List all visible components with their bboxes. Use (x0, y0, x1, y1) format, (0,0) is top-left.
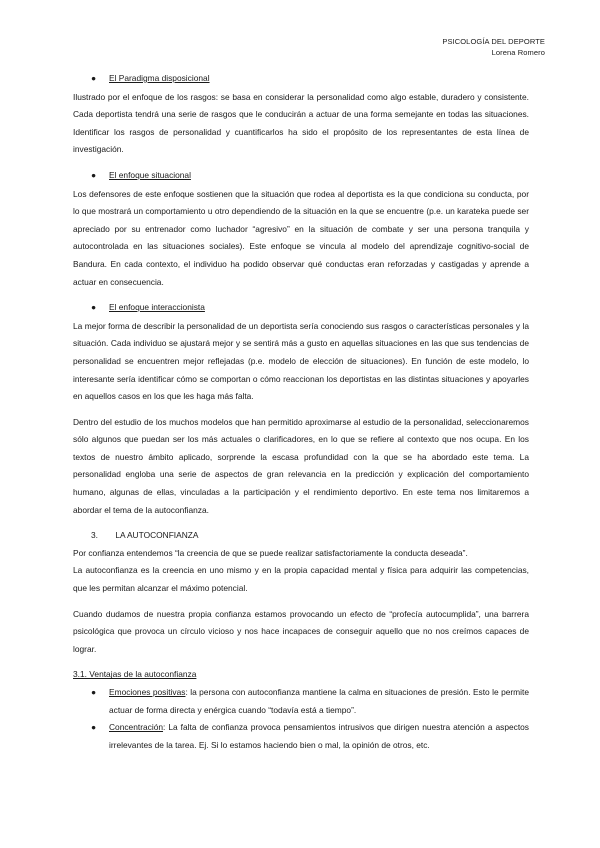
paragraph-interaccionista: La mejor forma de describir la personalidad de un deportista sería conociendo sus rasgos o características personales y la situación. Cada individuo se ajustará mejor y se sentirá más a gusto en aquellas situaciones en las que sus tendencias de personalidad se encuentren mejor reflejadas (p.e. modelo de elección de situaciones). En función de este modelo, lo interesante sería identificar cómo se comportan o cómo reaccionan los deportistas en las distintas situaciones y apoyarles en aquellos casos en los que les haga más falta. (73, 320, 529, 402)
list-item (73, 684, 529, 719)
heading-situacional-title: El enfoque situacional (109, 169, 191, 180)
page-header (442, 36, 545, 58)
list-item-text: : La falta de confianza provoca pensamientos intrusivos que dirigen nuestra atención a aspectos irrelevantes de la tarea. Ej. Si lo estamos haciendo bien o mal, la opinión de otros, etc. (109, 722, 529, 750)
heading-paradigma-title: El Paradigma disposicional (109, 73, 210, 83)
list-item-text: : la persona con autoconfianza mantiene la calma en situaciones de presión. Esto le permite actuar de forma directa y enérgica cuando “todavía está a tiempo”. (109, 687, 530, 715)
heading-autoconfianza (73, 527, 529, 545)
list-item-term: Emociones positivas (109, 687, 186, 697)
bullet-icon: ● (91, 722, 97, 733)
heading-interaccionista-title: El enfoque interaccionista (109, 302, 205, 313)
section-number: 3. (91, 530, 98, 541)
paragraph-definicion-autoconfianza: La autoconfianza es la creencia en uno mismo y en la propia capacidad mental y física para adquirir las competencias, que les permitan alcanzar el máximo potencial. (73, 565, 529, 594)
paragraph-definicion-confianza: Por confianza entendemos “la creencia de que se puede realizar satisfactoriamente la conducta deseada”. (73, 547, 468, 558)
paragraph-profecia: Cuando dudamos de nuestra propia confianza estamos provocando un efecto de “profecía autocumplida”, una barrera psicológica que provoca un círculo vicioso y nos hace incapaces de conseguir aquello que no nos creímos capaces de lograr. (73, 608, 529, 654)
bullet-icon: ● (91, 687, 97, 697)
list-item-term: Concentración (109, 722, 164, 733)
paragraph-paradigma: Ilustrado por el enfoque de los rasgos: se basa en considerar la personalidad como algo estable, duradero y consistente. Cada deportista tendrá una serie de rasgos que le conducirán a actuar de una forma semejante en todas las situaciones. Identificar los rasgos de personalidad y cuantificarlos ha sido el propósito de los representantes de esta línea de investigación. (73, 91, 529, 155)
header-author: Lorena Romero (491, 48, 545, 57)
header-course-title: PSICOLOGÍA DEL DEPORTE (442, 37, 545, 46)
list-item (73, 719, 529, 754)
heading-paradigma (73, 70, 529, 88)
heading-autoconfianza-title: LA AUTOCONFIANZA (115, 530, 199, 541)
heading-interaccionista (73, 299, 529, 317)
ventajas-list (73, 684, 529, 754)
bullet-icon: ● (91, 73, 97, 83)
document-body (73, 70, 529, 754)
paragraph-situacional: Los defensores de este enfoque sostienen que la situación que rodea al deportista es la que condiciona su conducta, por lo que mostrará un comportamiento u otro dependiendo de la situación en la que se encuentre (p.e. un karateka puede ser apreciado por su entrenador como luchador “agresivo” en la situación de combate y ser una persona tranquila y autocontrolada en las situaciones sociales). Este enfoque se vincula al modelo del aprendizaje cognitivo-social de Bandura. En cada contexto, el individuo ha podido observar qué conductas eran reforzadas y castigadas y aprende a actuar en consecuencia. (73, 188, 529, 287)
paragraph-estudio: Dentro del estudio de los muchos modelos que han permitido aproximarse al estudio de la personalidad, seleccionaremos sólo algunos que puedan ser los más actuales o clarificadores, en lo que se refiere al contexto que nos ocupa. En los textos de nuestro ámbito aplicado, sorprende la escasa profundidad con la que se ha abordado este tema. La personalidad engloba una serie de aspectos de gran relevancia en la predicción y explicación del comportamiento humano, algunas de ellas, vinculadas a la participación y el rendimiento deportivo. En este tema nos limitaremos a abordar el tema de la autoconfianza. (73, 416, 529, 515)
bullet-icon: ● (91, 302, 97, 313)
heading-ventajas: 3.1. Ventajas de la autoconfianza (73, 669, 197, 680)
heading-situacional (73, 167, 529, 185)
bullet-icon: ● (91, 169, 97, 180)
